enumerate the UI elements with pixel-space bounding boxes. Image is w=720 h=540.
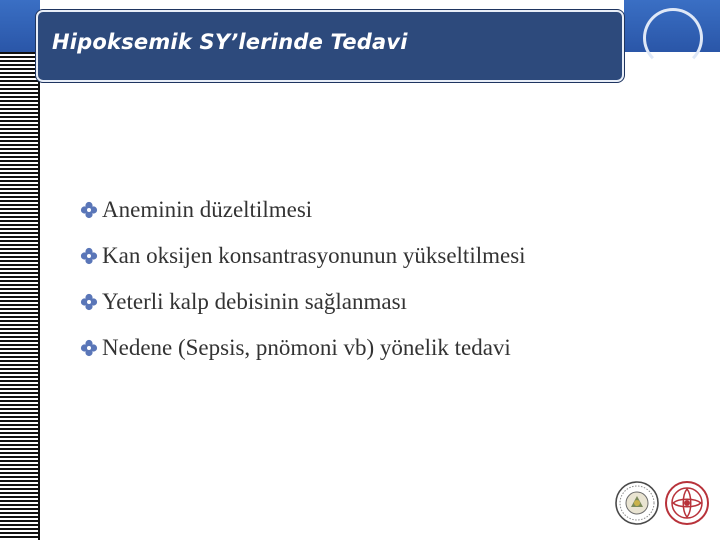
diamond-clover-icon [80, 293, 98, 311]
university-seal-logo [614, 480, 660, 526]
faculty-emblem-logo [664, 480, 710, 526]
slide-title: Hipoksemik SY’lerinde Tedavi [52, 30, 408, 54]
bullet-text: Kan oksijen konsantrasyonunun yükseltilmesi [102, 242, 526, 268]
bullet-text: Yeterli kalp debisinin sağlanması [102, 288, 407, 314]
diamond-clover-icon [80, 247, 98, 265]
bullet-item [80, 243, 526, 268]
bullet-text: Aneminin düzeltilmesi [102, 196, 313, 222]
diamond-clover-icon [80, 339, 98, 357]
side-rail-edge [38, 52, 40, 540]
diamond-clover-icon [80, 201, 98, 219]
header-band-left [0, 0, 40, 52]
striped-side-rail [0, 52, 40, 540]
decorative-arc [643, 8, 703, 68]
bullet-item [80, 335, 526, 360]
bullet-text: Nedene (Sepsis, pnömoni vb) yönelik tedavi [102, 334, 511, 360]
bullet-item [80, 289, 526, 314]
bullet-item [80, 197, 526, 222]
bullet-list [80, 197, 526, 381]
